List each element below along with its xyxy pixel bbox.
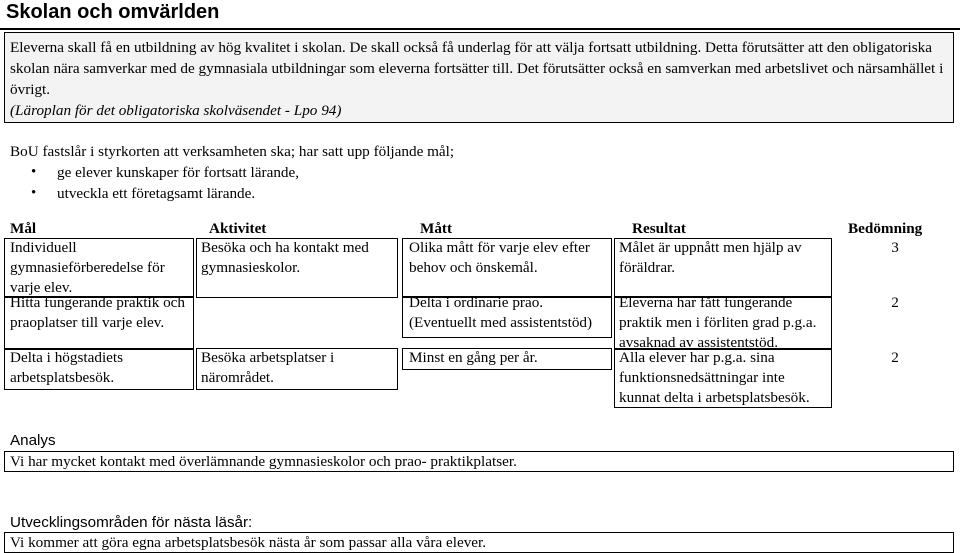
bou-goals — [10, 141, 940, 204]
row1-aktivitet: Besöka och ha kontakt med gymnasieskolor. — [201, 239, 369, 276]
bou-lead: BoU fastslår i styrkorten att verksamheten ska; har satt upp följande mål; — [10, 143, 455, 160]
utveckling-heading: Utvecklingsområden för nästa läsår: — [10, 514, 253, 531]
header-bedomning: Bedömning — [848, 220, 923, 237]
analys-heading: Analys — [10, 432, 56, 449]
row2-mal: Hitta fungerande praktik och praoplatser till varje elev. — [10, 294, 186, 331]
row3-resultat: Alla elever har p.g.a. sina funktionsnedsättningar inte kunnat delta i arbetsplatsbesök. — [619, 349, 810, 406]
row1-mal: Individuell gymnasieförberedelse för varje elev. — [10, 239, 165, 296]
row2-resultat: Eleverna har fått fungerande praktik men i förliten grad p.g.a. avsaknad av assistentstöd. — [619, 294, 817, 351]
row1-bedomning: 3 — [891, 239, 899, 256]
row2-bedomning: 2 — [891, 294, 899, 311]
row3-bedomning: 2 — [891, 349, 899, 366]
row3-mal: Delta i högstadiets arbetsplatsbesök. — [10, 349, 124, 386]
header-aktivitet: Aktivitet — [209, 220, 267, 237]
intro-text — [10, 37, 950, 121]
header-mal: Mål — [10, 220, 37, 237]
header-matt: Mått — [420, 220, 453, 237]
analys-text: Vi har mycket kontakt med överlämnande gymnasieskolor och prao- praktikplatser. — [10, 453, 517, 470]
bou-bullet-list — [10, 162, 940, 204]
title-underline — [0, 28, 960, 30]
utveckling-text: Vi kommer att göra egna arbetsplatsbesök nästa år som passar alla våra elever. — [10, 534, 487, 551]
row3-matt: Minst en gång per år. — [409, 349, 538, 366]
row3-aktivitet: Besöka arbetsplatser i närområdet. — [201, 349, 335, 386]
row1-matt: Olika mått för varje elev efter behov och önskemål. — [409, 239, 590, 276]
page-title: Skolan och omvärlden — [6, 1, 220, 23]
row1-resultat: Målet är uppnått men hjälp av föräldrar. — [619, 239, 802, 276]
intro-paragraph: Eleverna skall få en utbildning av hög kvalitet i skolan. De skall också få underlag för att välja fortsatt utbildning. Detta förutsätter att den obligatoriska skolan nära samverkar med de gymnasiala utbildningar som eleverna fortsätter till. Det förutsätter också en samverkan med arbetslivet och närsamhället i övrigt. — [10, 39, 944, 98]
header-resultat: Resultat — [632, 220, 686, 237]
row2-matt: Delta i ordinarie prao. (Eventuellt med assistentstöd) — [409, 294, 593, 331]
bou-bullet: • utveckla ett företagsamt lärande. — [10, 183, 940, 204]
bou-bullet: • ge elever kunskaper för fortsatt lärande, — [10, 162, 940, 183]
intro-reference: (Läroplan för det obligatoriska skolväsendet - Lpo 94) — [10, 102, 342, 119]
